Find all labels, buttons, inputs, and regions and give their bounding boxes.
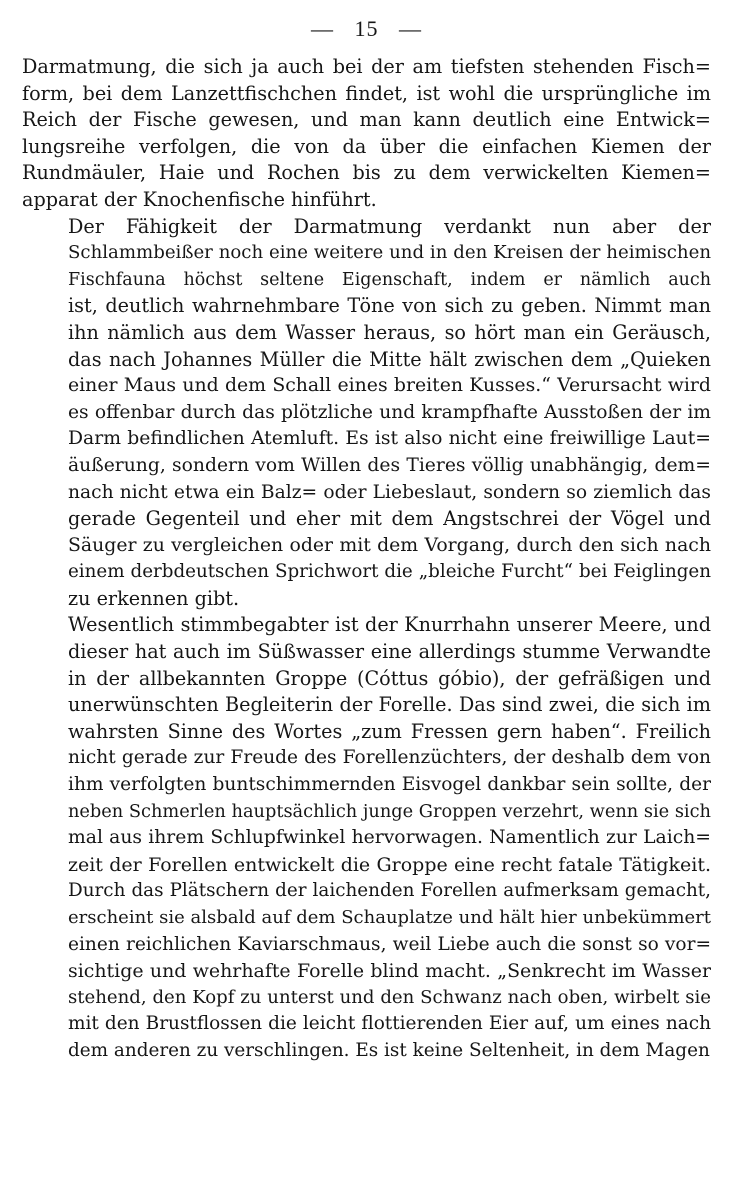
header-dash-left: — xyxy=(311,16,334,41)
text-line: mal aus ihrem Schlupfwinkel hervorwagen. Namentlich zur Laich= xyxy=(68,827,711,849)
text-line: einer Maus und dem Schall eines breiten Kusses.“ Verursacht wird xyxy=(68,375,711,397)
text-line: gerade Gegenteil und eher mit dem Angstschrei der Vögel und xyxy=(68,507,711,531)
text-line: Darm befindlichen Atemluft. Es ist also nicht eine freiwillige Laut= xyxy=(68,428,711,450)
text-line: stehend, den Kopf zu unterst und den Schwanz nach oben, wirbelt sie xyxy=(68,986,711,1008)
text-line: einem derbdeutschen Sprichwort die „bleiche Furcht“ bei Feiglingen xyxy=(68,561,711,583)
text-line: dem anderen zu verschlingen. Es ist keine Seltenheit, in dem Magen xyxy=(68,1039,710,1061)
text-line: Fischfauna höchst seltene Eigenschaft, indem er nämlich auch xyxy=(68,269,711,290)
paragraph xyxy=(22,612,711,1064)
text-line: Der Fähigkeit der Darmatmung verdankt nun aber der xyxy=(68,214,711,238)
text-line: ihn nämlich aus dem Wasser heraus, so hört man ein Geräusch, xyxy=(68,320,711,344)
body-text xyxy=(22,54,711,1065)
text-line: Wesentlich stimmbegabter ist der Knurrhahn unserer Meere, und xyxy=(68,613,711,637)
text-line: form, bei dem Lanzettfischchen findet, ist wohl die ursprüngliche im xyxy=(22,81,711,105)
text-line: zu erkennen gibt. xyxy=(68,586,240,610)
text-line: Säuger zu vergleichen oder mit dem Vorgang, durch den sich nach xyxy=(68,534,711,556)
text-line: in der allbekannten Groppe (Cóttus góbio), der gefräßigen und xyxy=(68,666,711,690)
text-line: zeit der Forellen entwickelt die Groppe eine recht fatale Tätigkeit. xyxy=(68,853,711,876)
text-line: unerwünschten Begleiterin der Forelle. Das sind zwei, die sich im xyxy=(68,693,711,717)
text-line: Schlammbeißer noch eine weitere und in den Kreisen der heimischen xyxy=(68,242,711,264)
text-line: Durch das Plätschern der laichenden Forellen aufmerksam gemacht, xyxy=(68,880,711,902)
text-line: neben Schmerlen hauptsächlich junge Groppen verzehrt, wenn sie sich xyxy=(68,801,711,822)
text-line: nach nicht etwa ein Balz= oder Liebeslaut, sondern so ziemlich das xyxy=(68,481,711,503)
text-line: apparat der Knochenfische hinführt. xyxy=(22,187,377,211)
text-line: einen reichlichen Kaviarschmaus, weil Liebe auch die sonst so vor= xyxy=(68,933,711,955)
paragraph xyxy=(22,214,711,613)
text-line: äußerung, sondern vom Willen des Tieres völlig unabhängig, dem= xyxy=(68,454,711,476)
text-line: wahrsten Sinne des Wortes „zum Fressen gern haben“. Freilich xyxy=(68,719,711,743)
text-line: Darmatmung, die sich ja auch bei der am tiefsten stehenden Fisch= xyxy=(22,55,711,78)
paragraph xyxy=(22,54,711,214)
text-line: das nach Johannes Müller die Mitte hält zwischen dem „Quieken xyxy=(68,347,711,371)
text-line: dieser hat auch im Süßwasser eine allerdings stumme Verwandte xyxy=(68,640,711,664)
header-dash-right: — xyxy=(399,16,422,41)
text-line: sichtige und wehrhafte Forelle blind macht. „Senkrecht im Wasser xyxy=(68,960,711,983)
text-line: erscheint sie alsbald auf dem Schauplatze und hält hier unbekümmert xyxy=(68,907,711,928)
text-line: Rundmäuler, Haie und Rochen bis zu dem verwickelten Kiemen= xyxy=(22,161,711,185)
text-line: Reich der Fische gewesen, und man kann deutlich eine Entwick= xyxy=(22,108,711,132)
text-line: nicht gerade zur Freude des Forellenzüchters, der deshalb dem von xyxy=(68,747,711,769)
text-line: mit den Brustflossen die leicht flottierenden Eier auf, um eines nach xyxy=(68,1013,711,1035)
page-number: 15 xyxy=(354,16,379,41)
page-header xyxy=(22,14,711,54)
text-line: ist, deutlich wahrnehmbare Töne von sich zu geben. Nimmt man xyxy=(68,294,711,318)
text-line: lungsreihe verfolgen, die von da über die einfachen Kiemen der xyxy=(22,134,711,158)
text-line: ihm verfolgten buntschimmernden Eisvogel dankbar sein sollte, der xyxy=(68,774,711,796)
text-line: es offenbar durch das plötzliche und krampfhafte Ausstoßen der im xyxy=(68,401,711,423)
